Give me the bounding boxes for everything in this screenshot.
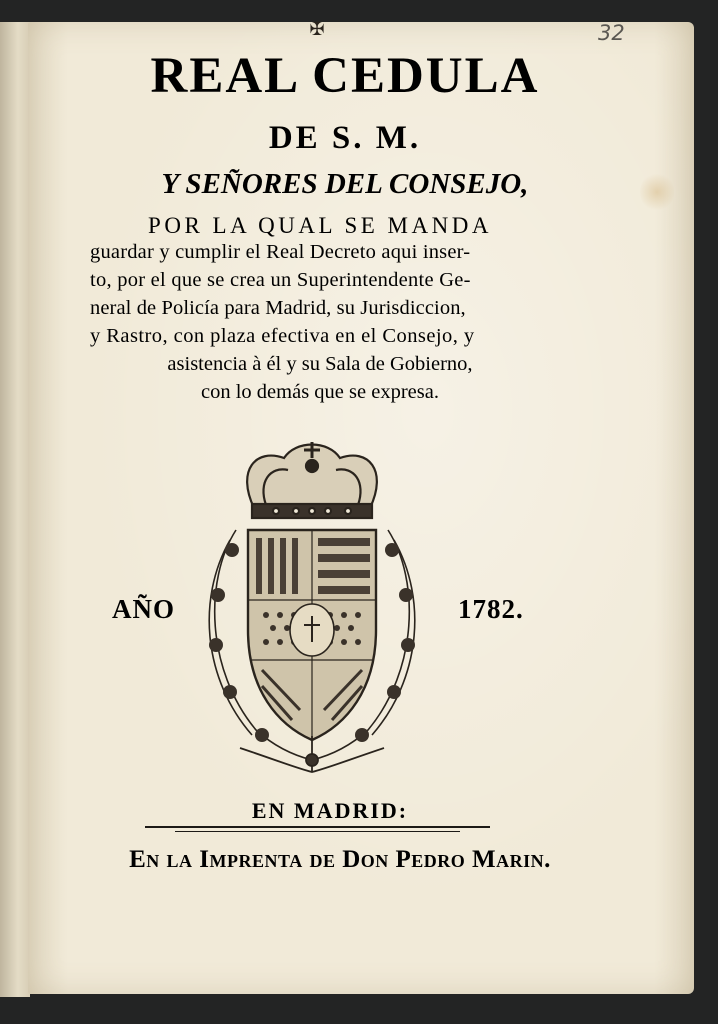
page-title: REAL CEDULA (150, 48, 540, 104)
body-line: neral de Policía para Madrid, su Jurisdiccion, (90, 297, 466, 319)
imprint-place: EN MADRID: (251, 798, 409, 823)
body-line: con lo demás que se expresa. (201, 381, 439, 403)
year-value: 1782. (458, 594, 524, 624)
body-line: to, por el que se crea un Superintendente Ge- (90, 269, 471, 291)
adjacent-page-edge (0, 22, 30, 997)
page-subtitle: DE S. M. (268, 120, 422, 156)
cross-mark-icon: ✠ (309, 19, 325, 39)
folio-number: 32 (598, 21, 625, 45)
body-line: asistencia à él y su Sala de Gobierno, (167, 353, 473, 375)
royal-coat-of-arms-icon (196, 430, 428, 775)
body-text (90, 238, 550, 406)
divider (175, 831, 460, 832)
divider (145, 826, 490, 828)
body-line: y Rastro, con plaza efectiva en el Consejo, y (90, 325, 475, 347)
imprint-printer: En la Imprenta de Don Pedro Marin. (129, 846, 551, 873)
year-label: AÑO (112, 594, 175, 624)
paper-stain (640, 172, 674, 212)
council-line: Y SEÑORES DEL CONSEJO, (161, 168, 529, 200)
mandate-line: POR LA QUAL SE MANDA (148, 213, 492, 238)
body-line: guardar y cumplir el Real Decreto aqui inser- (90, 241, 471, 263)
